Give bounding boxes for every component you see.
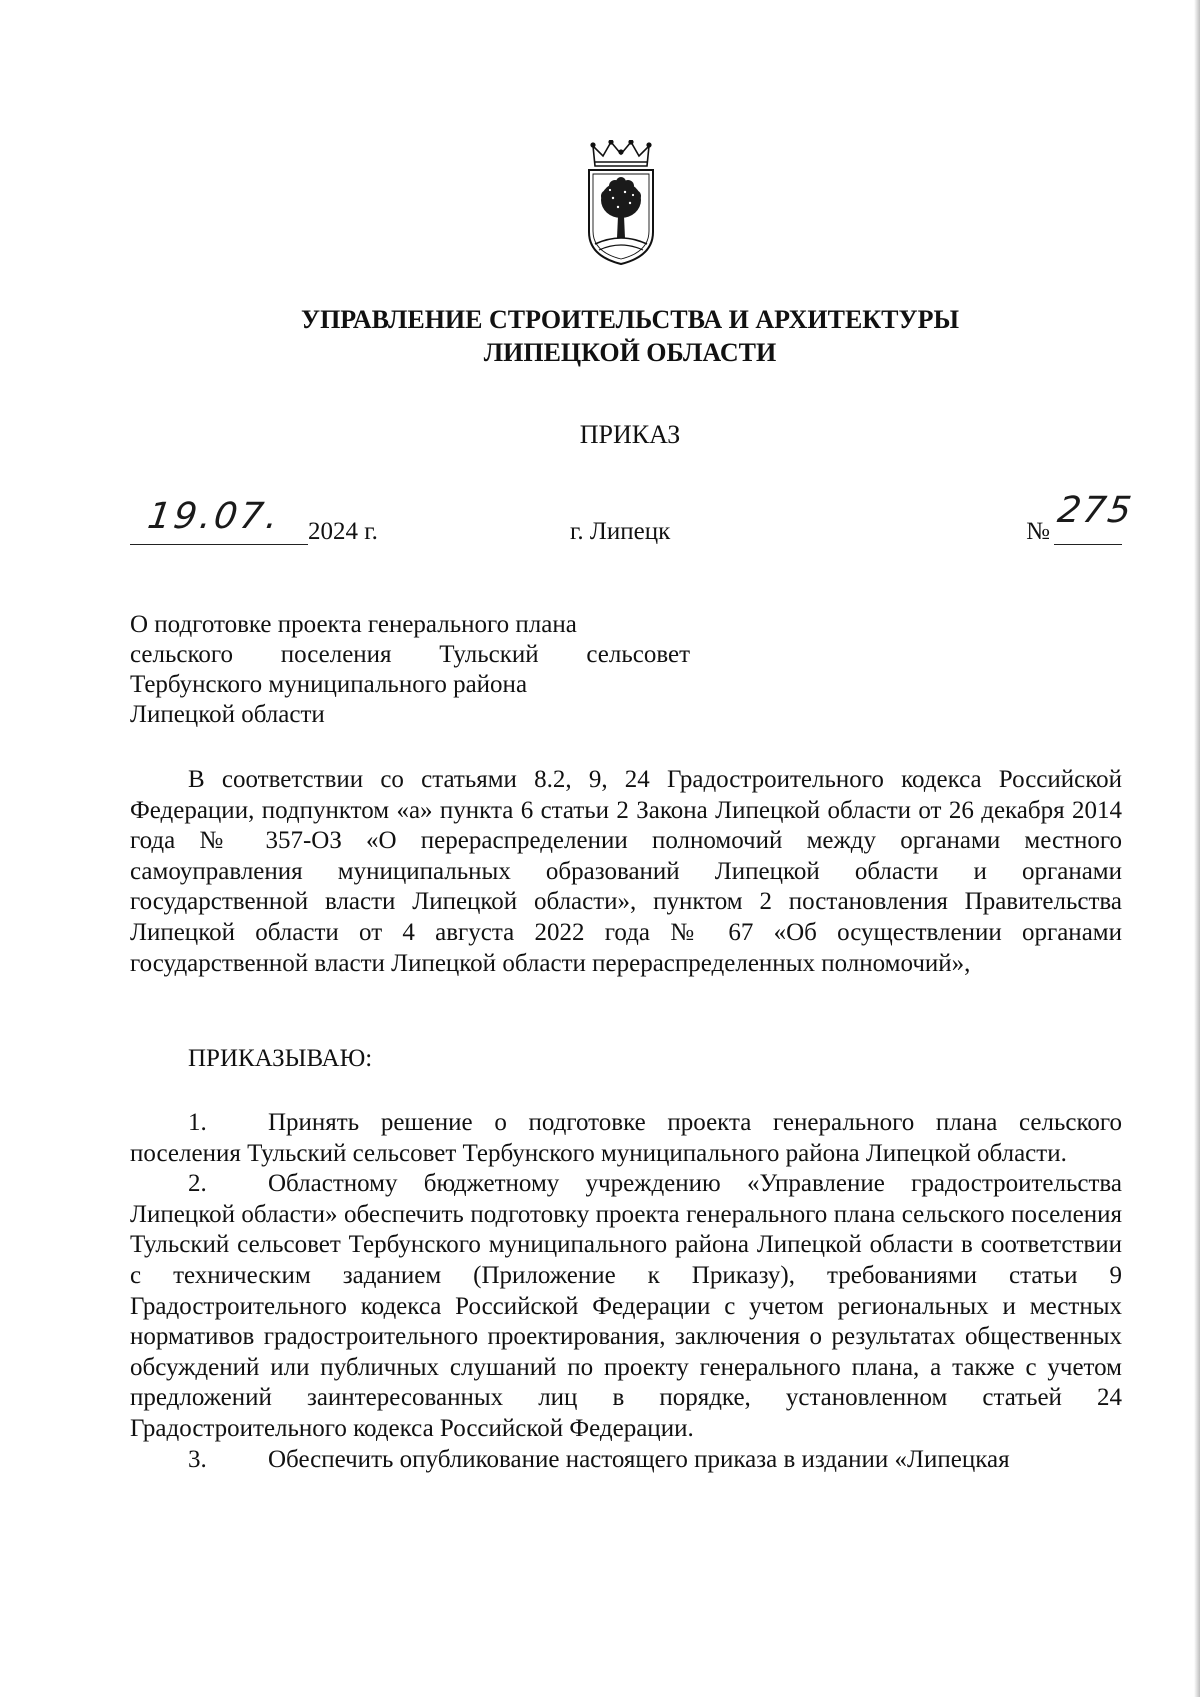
subject-line-4: Липецкой области [130,701,325,728]
order-item-text: Обеспечить опубликование настоящего приказа в издании «Липецкая [268,1445,1010,1473]
city-name: г. Липецк [570,518,671,545]
number-handwritten: 275 [1055,490,1136,531]
scan-edge-shadow [1194,0,1200,1697]
order-item [130,1108,1122,1169]
subject-line-2: сельского поселения Тульский сельсовет [130,641,690,668]
date-number-line [130,490,1136,550]
preamble-paragraph: В соответствии со статьями 8.2, 9, 24 Градостроительного кодекса Российской Федерации, подпунктом «а» пункта 6 статьи 2 Закона Липецкой области от 26 декабря 2014 года № 357-ОЗ «О перераспределении полномочий между органами местного самоуправления муниципальных образований Липецкой области и органами государственной власти Липецкой области», пунктом 2 постановления Правительства Липецкой области от 4 августа 2022 года № 67 «Об осуществлении органами государственной власти Липецкой области перераспределенных полномочий», [130,766,1122,977]
order-item [130,1445,1122,1476]
date-year: 2024 г. [308,518,378,545]
subject-line-3: Тербунского муниципального района [130,671,528,698]
date-handwritten: 19.07. [145,496,284,537]
order-items-list [130,1108,1122,1475]
organization-title-line-1: УПРАВЛЕНИЕ СТРОИТЕЛЬСТВА И АРХИТЕКТУРЫ [300,305,959,334]
order-word: ПРИКАЗЫВАЮ: [188,1045,373,1072]
order-item-number: 2. [188,1170,207,1198]
order-item [130,1169,1122,1444]
order-item-number: 1. [188,1109,207,1136]
document-type: ПРИКАЗ [579,420,681,449]
number-handwritten-field [1054,490,1136,545]
order-item-text: Областному бюджетному учреждению «Управление градостроительства Липецкой области» обеспечить подготовку проекта генерального плана сельского поселения Тульский сельсовет Тербунского муниципального района Липецкой области в соответствии с техническим заданием (Приложение к Приказу), требованиями статьи 9 Градостроительного кодекса Российской Федерации с учетом региональных и местных нормативов градостроительного проектирования, заключения о результатах общественных обсуждений или публичных слушаний по проекту генерального плана, а также с учетом предложений заинтересованных лиц в порядке, установленном статьей 24 Градостроительного кодекса Российской Федерации. [130,1170,1122,1442]
coat-of-arms-icon [585,140,657,266]
order-item-text: Принять решение о подготовке проекта генерального плана сельского поселения Тульский сельсовет Тербунского муниципального района Липецкой области. [130,1109,1122,1167]
organization-title-line-2: ЛИПЕЦКОЙ ОБЛАСТИ [483,338,777,367]
number-label: № [1026,518,1050,545]
organization-title [130,303,1130,369]
document-subject [130,610,690,730]
order-item-number: 3. [188,1445,207,1473]
subject-line-1: О подготовке проекта генерального плана [130,611,577,638]
date-handwritten-field [130,496,308,545]
